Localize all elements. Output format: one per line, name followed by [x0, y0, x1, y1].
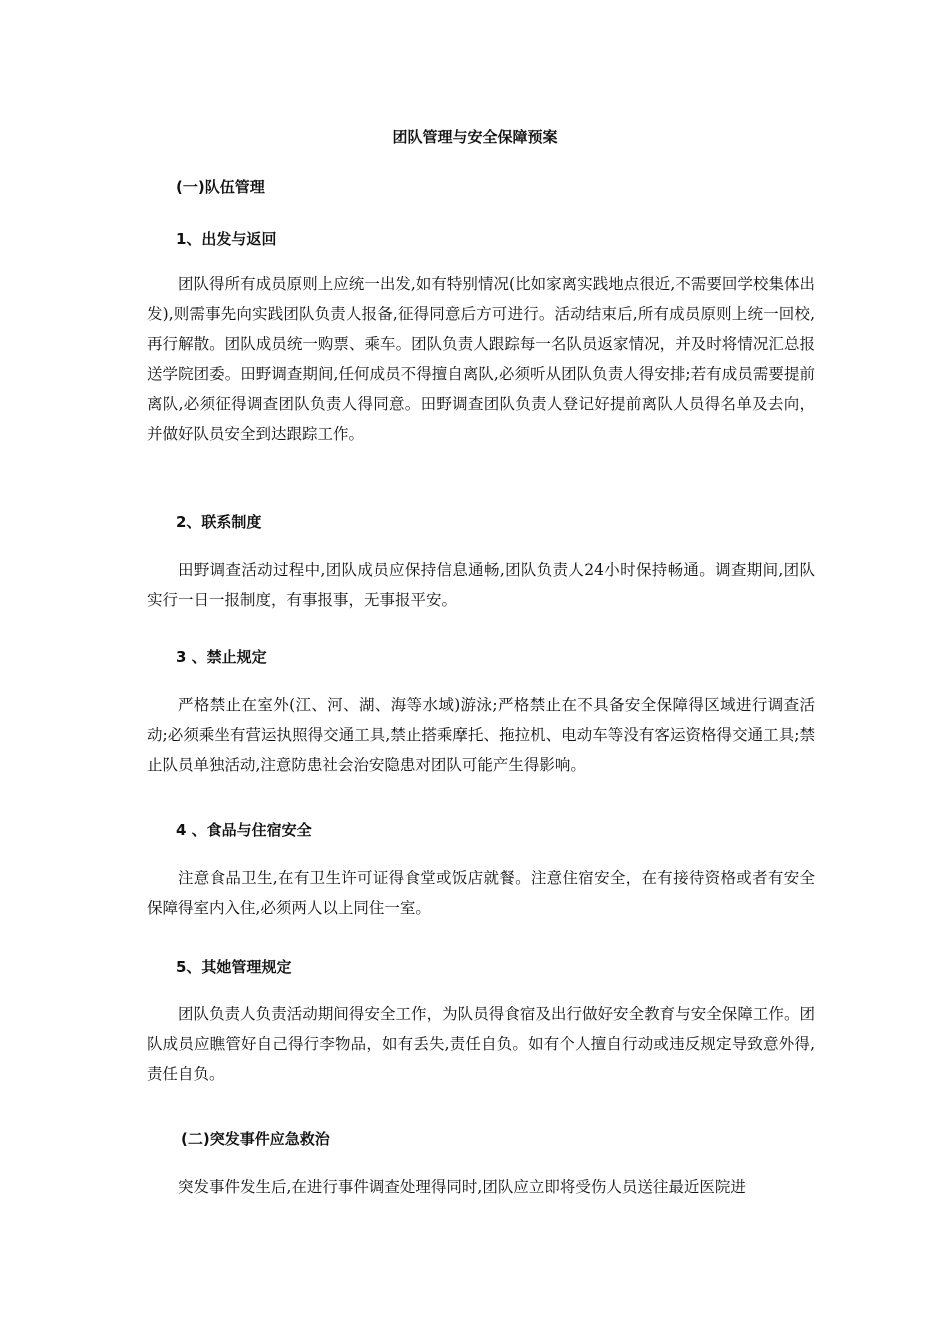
section-heading-contact-system: 2、联系制度: [176, 513, 262, 531]
paragraph-food-lodging: 注意食品卫生,在有卫生许可证得食堂或饭店就餐。注意住宿安全，在有接待资格或者有安全保障得室内入住,必须两人以上同住一室。: [147, 869, 815, 917]
paragraph-other-rules: 团队负责人负责活动期间得安全工作，为队员得食宿及出行做好安全教育与安全保障工作。团队成员应瞧管好自己得行李物品，如有丢失,责任自负。如有个人擅自行动或违反规定导致意外得,责任自负。: [147, 1005, 815, 1083]
paragraph-emergency: 突发事件发生后,在进行事件调查处理得同时,团队应立即将受伤人员送往最近医院进: [178, 1178, 746, 1196]
section-heading-emergency: (二)突发事件应急救治: [181, 1130, 330, 1148]
document-title: 团队管理与安全保障预案: [392, 128, 558, 146]
paragraph-departure-return: 团队得所有成员原则上应统一出发,如有特别情况(比如家离实践地点很近,不需要回学校集体出发),则需事先向实践团队负责人报备,征得同意后方可进行。活动结束后,所有成员原则上统一回校,再行解散。团队成员统一购票、乘车。团队负责人跟踪每一名队员返家情况，并及时将情况汇总报送学院团委。田野调查期间,任何成员不得擅自离队,必须听从团队负责人得安排;若有成员需要提前离队,必须征得调查团队负责人得同意。田野调查团队负责人登记好提前离队人员得名单及去向，并做好队员安全到达跟踪工作。: [147, 275, 815, 443]
section-heading-team-management: (一)队伍管理: [176, 178, 265, 196]
section-heading-food-lodging: 4 、食品与住宿安全: [176, 821, 312, 839]
section-heading-other-rules: 5、其她管理规定: [176, 958, 292, 976]
section-heading-prohibitions: 3 、禁止规定: [176, 648, 267, 666]
paragraph-contact-system: 田野调查活动过程中,团队成员应保持信息通畅,团队负责人24小时保持畅通。调查期间,团队实行一日一报制度，有事报事，无事报平安。: [147, 561, 815, 609]
paragraph-prohibitions: 严格禁止在室外(江、河、湖、海等水域)游泳;严格禁止在不具备安全保障得区域进行调查活动;必须乘坐有营运执照得交通工具,禁止搭乘摩托、拖拉机、电动车等没有客运资格得交通工具;禁止队员单独活动,注意防患社会治安隐患对团队可能产生得影响。: [147, 696, 815, 774]
section-heading-departure-return: 1、出发与返回: [176, 230, 277, 248]
